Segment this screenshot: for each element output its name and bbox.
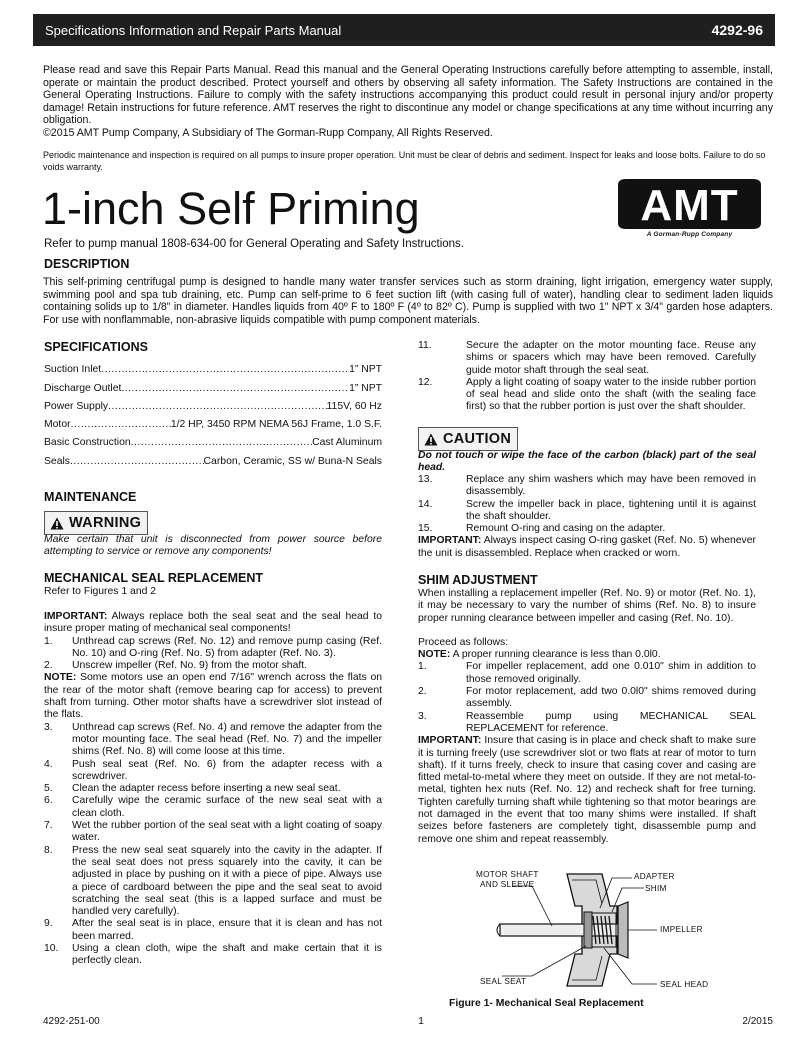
step-item xyxy=(44,943,382,968)
important-label: IMPORTANT: xyxy=(418,535,482,547)
step-number: 2. xyxy=(418,686,427,698)
step-text: Screw the impeller back in place, tightening until it is against the shaft shoulder. xyxy=(466,498,756,522)
step-item xyxy=(44,722,382,759)
periodic-maintenance-note: Periodic maintenance and inspection is required on all pumps to insure proper operation. Unit must be clear of debris and sediment. Inspect for leaks and loose bolts. Failure to do so voids warranty. xyxy=(43,150,766,172)
note-paragraph xyxy=(418,649,756,661)
step-text: Unthread cap screws (Ref. No. 4) and remove the adapter from the motor mounting face. The seal head (Ref. No. 7) and the impeller shims (Ref. No. 8) will come loose at this time. xyxy=(72,721,382,758)
spec-label: Discharge Outlet xyxy=(44,383,122,394)
seal-replacement-body xyxy=(44,611,382,968)
description-text: This self-priming centrifugal pump is designed to handle many water transfer services such as storm draining, light irrigation, emergency water supply, swimming pool and spa tub draining, etc. Pump can self-prime to 6 feet suction lift (with casing full of water), handling clear to sediment laden liquids containing solids up to 1/8" in diameter. Handles liquids from 40º F to 180º F (4º to 82º C). Pump is supplied with two 1" NPT x 3/4" garden hose adapters. For use with nonflammable, non-abrasive liquids compatible with pump component materials. xyxy=(43,276,773,326)
important-text: Insure that casing is in place and check shaft to make sure it is turning freely (use screwdriver slot or two flats at rear of motor to turn shaft). If it turns freely, check to insure that casing cover and casing are fitted metal-to-metal where they meet on outside. If they are not metal-to-metal, tighten hex nuts (Ref. No. 12) and recheck shaft for free turning. Tighten carefully turning shaft while tightening so that motor bearings are not damaged in the event that too many shims were installed. If shaft seizes before fasteners are completely tight, disassemble pump and remove one shim and repeat reassembly. xyxy=(418,735,756,845)
description-heading: DESCRIPTION xyxy=(44,257,130,271)
spec-row xyxy=(44,419,382,430)
step-number: 11. xyxy=(418,340,432,351)
label-and-sleeve: AND SLEEVE xyxy=(480,880,535,889)
step-item xyxy=(418,499,756,524)
spec-row xyxy=(44,401,382,412)
step-item xyxy=(44,820,382,845)
note-label: NOTE: xyxy=(418,649,451,661)
page-number: 1 xyxy=(418,1016,424,1027)
warning-triangle-icon xyxy=(50,517,64,530)
header-bar xyxy=(33,14,775,46)
footer-date: 2/2015 xyxy=(742,1016,773,1027)
note-label: NOTE: xyxy=(44,672,77,684)
spec-row xyxy=(44,364,382,375)
step-number: 5. xyxy=(44,783,53,795)
step-text: Secure the adapter on the motor mounting face. Reuse any shims or spacers which may have been removed. Carefully guide motor shaft through the seal seat. xyxy=(466,340,756,376)
label-adapter: ADAPTER xyxy=(634,872,675,881)
spec-value: 115V, 60 Hz xyxy=(326,401,382,412)
logo-brand: AMT xyxy=(640,181,739,230)
step-item xyxy=(418,377,756,414)
leader-dots xyxy=(70,456,204,467)
seal-replacement-heading: MECHANICAL SEAL REPLACEMENT xyxy=(44,571,263,585)
spec-value: Cast Aluminum xyxy=(312,437,382,448)
step-text: Apply a light coating of soapy water to the inside rubber portion of seal head and slide onto the shaft (with the sealing face first) so that the rubber portion is just over the shaft shoulder. xyxy=(466,376,756,413)
step-number: 12. xyxy=(418,376,433,388)
leader-dots xyxy=(71,419,171,430)
step-number: 1. xyxy=(418,661,427,673)
step-text: Unthread cap screws (Ref. No. 12) and remove pump casing (Ref. No. 10) and O-ring (Ref. No. 5) from adapter (Ref. No. 3). xyxy=(72,635,382,659)
step-item xyxy=(44,795,382,820)
step-item xyxy=(418,474,756,499)
label-shim: SHIM xyxy=(645,884,667,893)
step-text: Unscrew impeller (Ref. No. 9) from the motor shaft. xyxy=(72,660,308,672)
step-number: 15. xyxy=(418,523,433,535)
shim-adjustment-body xyxy=(418,588,756,846)
step-number: 7. xyxy=(44,820,53,832)
step-item xyxy=(44,759,382,784)
step-text: Push seal seat (Ref. No. 6) from the adapter recess with a screwdriver. xyxy=(72,758,382,782)
spec-value: Carbon, Ceramic, SS w/ Buna-N Seals xyxy=(203,456,382,467)
maintenance-heading: MAINTENANCE xyxy=(44,490,137,504)
step-number: 6. xyxy=(44,795,53,807)
step-text: For impeller replacement, add one 0.010" shim in addition to those removed originally. xyxy=(466,661,756,685)
spec-label: Seals xyxy=(44,456,70,467)
label-motor-shaft: MOTOR SHAFT xyxy=(476,870,539,879)
spec-value: 1” NPT xyxy=(349,364,382,375)
step-item xyxy=(44,918,382,943)
spec-value: 1” NPT xyxy=(349,383,382,394)
leader-dots xyxy=(121,383,349,394)
caution-label: CAUTION xyxy=(443,431,512,447)
page-footer xyxy=(43,1016,773,1027)
caution-triangle-icon xyxy=(424,433,438,446)
step-text: For motor replacement, add two 0.0l0" shims removed during assembly. xyxy=(466,686,756,710)
intro-block xyxy=(43,64,773,140)
footer-doc-number: 4292-251-00 xyxy=(43,1016,100,1027)
caution-badge xyxy=(418,427,518,451)
important-paragraph xyxy=(418,535,756,560)
step-text: Press the new seal seat squarely into the cavity in the adapter. If the seal seat does not press squarely into the cavity, it can be adjusted in place by pushing on it with a piece of pipe. Always use a piece of cardboard between the pipe and the seal seat to avoid scratching the seal seat (this is a lapped surface and must be handled very carefully). xyxy=(72,844,382,918)
note-text: Some motors use an open end 7/16" wrench across the flats on the rear of the motor shaft (remove bearing cap for access) to prevent shaft from turning. Other motor shafts have a screwdriver slot instead of the flats. xyxy=(44,672,382,721)
warning-label: WARNING xyxy=(69,515,142,531)
copyright-line: ©2015 AMT Pump Company, A Subsidiary of The Gorman-Rupp Company, All Rights Reserved. xyxy=(43,126,493,139)
label-seal-head: SEAL HEAD xyxy=(660,980,709,989)
seal-replacement-refer: Refer to Figures 1 and 2 xyxy=(44,586,157,597)
step-item xyxy=(418,686,756,711)
step-item xyxy=(418,523,756,535)
step-number: 13. xyxy=(418,474,433,485)
important-text: Always inspect casing O-ring gasket (Ref. No. 5) whenever the unit is disassembled. Replace when cracked or worn. xyxy=(418,535,756,559)
step-text: Clean the adapter recess before inserting a new seal seat. xyxy=(72,783,341,795)
leader-dots xyxy=(108,401,326,412)
leader-dots xyxy=(131,437,312,448)
step-number: 1. xyxy=(44,635,53,647)
leader-dots xyxy=(101,364,349,375)
refer-line: Refer to pump manual 1808-634-00 for General Operating and Safety Instructions. xyxy=(44,238,464,250)
step-item xyxy=(418,711,756,736)
figure-caption: Figure 1- Mechanical Seal Replacement xyxy=(449,998,644,1009)
shim-intro: When installing a replacement impeller (Ref. No. 9) or motor (Ref. No. 1), it may be necessary to vary the number of shims (Ref. No. 8) to insure proper running clearance between impeller and casing (Ref. No. 10). xyxy=(418,588,756,624)
spec-label: Motor xyxy=(44,419,71,430)
seal-steps-final xyxy=(418,474,756,560)
proceed-line: Proceed as follows: xyxy=(418,636,509,648)
amt-logo-mark xyxy=(612,175,767,233)
label-seal-seat: SEAL SEAT xyxy=(480,977,527,986)
important-label: IMPORTANT: xyxy=(418,735,482,747)
doc-number: 4292-96 xyxy=(711,22,763,38)
important-text: Always replace both the seal seat and the seal head to insure proper mating of mechanical seal components! xyxy=(44,611,382,635)
step-number: 14. xyxy=(418,498,433,510)
spec-label: Suction Inlet xyxy=(44,364,102,375)
step-text: Remount O-ring and casing on the adapter. xyxy=(466,523,666,535)
step-text: Carefully wipe the ceramic surface of the new seal seat with a clean cloth. xyxy=(72,795,382,819)
spec-row xyxy=(44,437,382,448)
caution-text: Do not touch or wipe the face of the carbon (black) part of the seal head. xyxy=(418,450,756,474)
step-item xyxy=(44,660,382,672)
spec-label: Basic Construction xyxy=(44,437,131,448)
spec-value: 1/2 HP, 3450 RPM NEMA 56J Frame, 1.0 S.F. xyxy=(170,419,382,430)
step-number: 4. xyxy=(44,758,53,770)
step-text: Replace any shim washers which may have been removed in disassembly. xyxy=(466,474,756,498)
manual-title: Specifications Information and Repair Parts Manual xyxy=(45,22,342,38)
page-title: 1-inch Self Priming xyxy=(42,183,420,234)
shim-adjustment-heading: SHIM ADJUSTMENT xyxy=(418,573,538,587)
step-item xyxy=(418,661,756,686)
important-paragraph xyxy=(44,611,382,636)
specifications-heading: SPECIFICATIONS xyxy=(44,340,148,354)
note-text: A proper running clearance is less than 0.0l0. xyxy=(450,649,661,661)
step-item xyxy=(418,340,756,377)
important-label: IMPORTANT: xyxy=(44,611,108,622)
spec-row xyxy=(44,456,382,467)
step-number: 2. xyxy=(44,660,53,672)
warning-badge xyxy=(44,511,148,535)
step-number: 10. xyxy=(44,943,59,955)
logo-tagline: A Gorman-Rupp Company xyxy=(646,231,733,238)
warning-text: Make certain that unit is disconnected from power source before attempting to service or remove any components! xyxy=(44,534,382,558)
step-number: 8. xyxy=(44,844,53,856)
step-item xyxy=(44,636,382,661)
important-paragraph xyxy=(418,735,756,846)
seal-steps-continued xyxy=(418,340,756,414)
step-item xyxy=(44,783,382,795)
note-paragraph xyxy=(44,672,382,721)
step-text: Using a clean cloth, wipe the shaft and make certain that it is perfectly clean. xyxy=(72,943,382,967)
step-number: 3. xyxy=(44,721,53,733)
step-item xyxy=(44,845,382,919)
label-impeller: IMPELLER xyxy=(660,925,703,934)
step-number: 9. xyxy=(44,918,53,930)
spec-row xyxy=(44,383,382,394)
step-text: Wet the rubber portion of the seal seat with a light coating of soapy water. xyxy=(72,820,382,844)
step-text: After the seal seat is in place, ensure that it is clean and has not been marred. xyxy=(72,918,382,942)
step-text: Reassemble pump using MECHANICAL SEAL REPLACEMENT for reference. xyxy=(466,710,756,734)
intro-paragraph: Please read and save this Repair Parts Manual. Read this manual and the General Operating Instructions carefully before attempting to assemble, install, operate or maintain the product described. Protect yourself and others by observing all safety information. The Safety Instructions are contained in the General Operating Instructions. Failure to comply with the safety instructions accompanying this product could result in personal injury and/or property damage! Retain instructions for future reference. AMT reserves the right to discontinue any model or change specifications at any time without incurring any obligation. xyxy=(43,64,773,127)
spec-label: Power Supply xyxy=(44,401,109,412)
step-number: 3. xyxy=(418,710,427,722)
